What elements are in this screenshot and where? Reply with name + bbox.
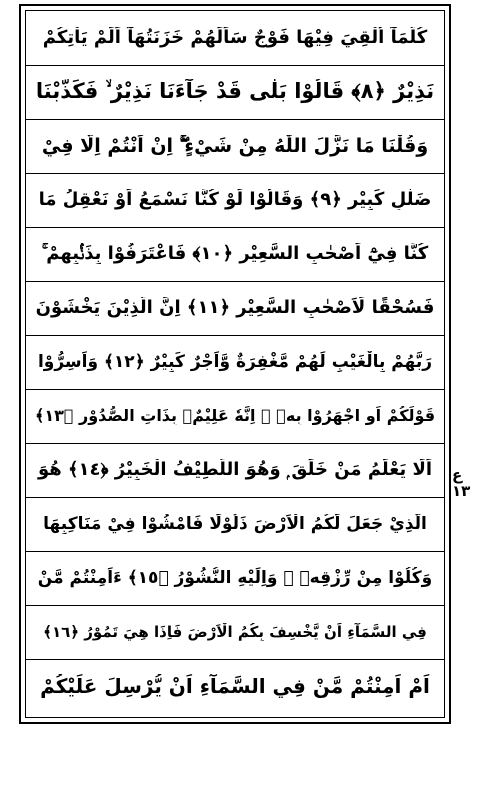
text-line	[25, 172, 445, 228]
text-line	[25, 496, 445, 552]
verse-text: ضَلٰلٍ كَبِيْرٍ ﴿٩﴾ وَقَالُوْا لَوْ كُنَّا نَسْمَعُ اَوْ نَعْقِلُ مَا	[38, 189, 432, 210]
text-line	[25, 64, 445, 120]
text-line	[25, 604, 445, 660]
verse-text: قَوْلَكُمْ اَوِ اجْهَرُوْا بِهٖ ۭ اِنَّهٗ عَلِيْمٌۢ بِذَاتِ الصُّدُوْرِ ﴿١٣﴾	[34, 406, 436, 425]
verse-text: اَمْ اَمِنْتُمْ مَّنْ فِي السَّمَآءِ اَنْ يُّرْسِلَ عَلَيْكُمْ	[40, 674, 430, 698]
verse-text: كُلَّمَآ اُلْقِيَ فِيْهَا فَوْجٌ سَاَلَهُمْ خَزَنَتُهَآ اَلَمْ يَاْتِكُمْ	[42, 27, 428, 48]
verse-text: فِي السَّمَآءِ اَنْ يَّخْسِفَ بِكُمُ الْاَرْضَ فَاِذَا هِيَ تَمُوْرُ ﴿١٦﴾	[43, 622, 427, 641]
text-line	[25, 442, 445, 498]
text-line	[25, 226, 445, 282]
verse-text: نَذِيْرٌ ﴿٨﴾ قَالُوْا بَلٰى قَدْ جَآءَنَا نَذِيْرٌ ۙ فَكَذَّبْنَا	[35, 79, 435, 103]
verse-text: وَكُلُوْا مِنْ رِّزْقِهٖ ۭ وَاِلَيْهِ النُّشُوْرُ ﴿١٥﴾ ءَاَمِنْتُمْ مَّنْ	[37, 568, 433, 588]
verse-text: رَبَّهُمْ بِالْغَيْبِ لَهُمْ مَّغْفِرَةٌ وَّاَجْرٌ كَبِيْرٌ ﴿١٢﴾ وَاَسِرُّوْا	[37, 352, 433, 372]
text-line	[25, 388, 445, 444]
text-line	[25, 658, 445, 714]
text-line	[25, 280, 445, 336]
verse-text: كُنَّا فِيْٓ اَصْحٰبِ السَّعِيْرِ ﴿١٠﴾ فَاعْتَرَفُوْا بِذَنْۢبِهِمْ ۚ	[41, 243, 429, 264]
ruku-marker: ع ١٣	[452, 466, 471, 500]
text-line	[25, 550, 445, 606]
verse-text: الَّذِيْ جَعَلَ لَكُمُ الْاَرْضَ ذَلُوْلًا فَامْشُوْا فِيْ مَنَاكِبِهَا	[43, 513, 427, 534]
text-line	[25, 118, 445, 174]
verse-text: اَلَا يَعْلَمُ مَنْ خَلَقَ ۭ وَهُوَ اللَّطِيْفُ الْخَبِيْرُ ﴿١٤﴾ هُوَ	[37, 459, 433, 480]
verse-text: وَقُلْنَا مَا نَزَّلَ اللّٰهُ مِنْ شَيْءٍ ۖۚ اِنْ اَنْتُمْ اِلَّا فِيْ	[41, 134, 429, 157]
verse-text: فَسُحْقًا لِّاَصْحٰبِ السَّعِيْرِ ﴿١١﴾ اِنَّ الَّذِيْنَ يَخْشَوْنَ	[35, 297, 435, 318]
text-line	[25, 334, 445, 390]
text-line	[25, 10, 445, 66]
